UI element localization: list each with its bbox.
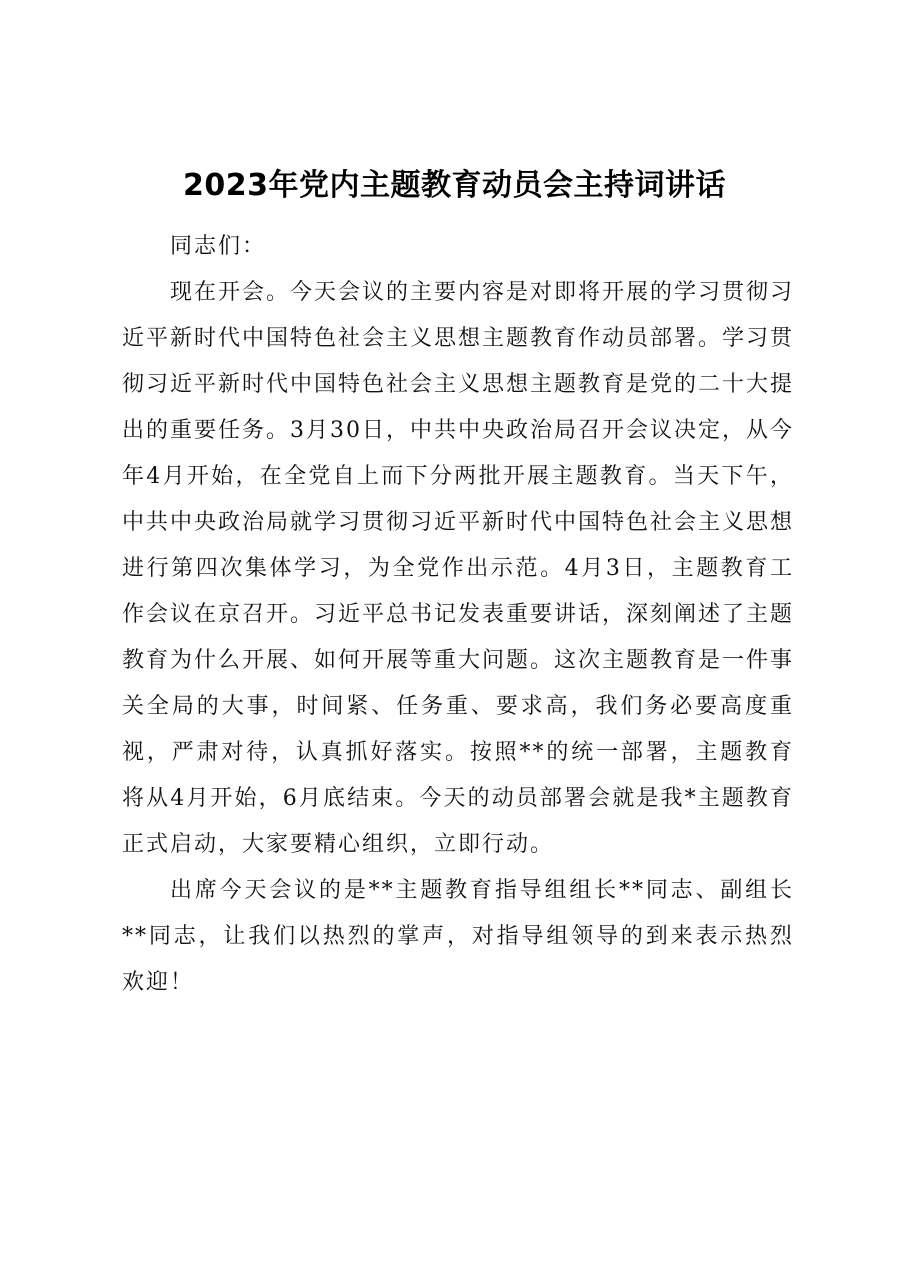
document-title: 2023年党内主题教育动员会主持词讲话 <box>183 168 726 203</box>
document-body <box>122 224 794 1006</box>
salutation-paragraph: 同志们： <box>170 234 267 259</box>
attendance-paragraph: 出席今天会议的是**主题教育指导组组长**同志、副组长**同志，让我们以热烈的掌声，对指导组领导的到来表示热烈欢迎！ <box>122 878 794 995</box>
opening-paragraph: 现在开会。今天会议的主要内容是对即将开展的学习贯彻习近平新时代中国特色社会主义思想主题教育作动员部署。学习贯彻习近平新时代中国特色社会主义思想主题教育是党的二十大提出的重要任务。3月30日，中共中央政治局召开会议决定，从今年4月开始，在全党自上而下分两批开展主题教育。当天下午，中共中央政治局就学习贯彻习近平新时代中国特色社会主义思想进行第四次集体学习，为全党作出示范。4月3日，主题教育工作会议在京召开。习近平总书记发表重要讲话，深刻阐述了主题教育为什么开展、如何开展等重大问题。这次主题教育是一件事关全局的大事，时间紧、任务重、要求高，我们务必要高度重视，严肃对待，认真抓好落实。按照**的统一部署，主题教育将从4月开始，6月底结束。今天的动员部署会就是我*主题教育正式启动，大家要精心组织，立即行动。 <box>122 280 795 857</box>
